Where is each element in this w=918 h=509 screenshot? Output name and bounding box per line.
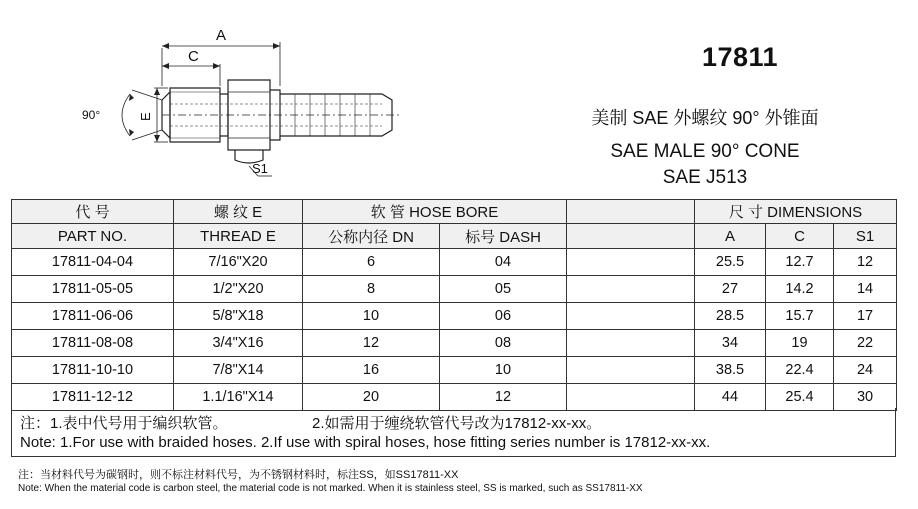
col-header-dn: 公称内径 DN [303,224,440,249]
cell-part-no: 17811-12-12 [12,384,174,411]
dim-a-label: A [216,27,227,44]
cell-part-no: 17811-06-06 [12,303,174,330]
blank-cell [567,200,695,224]
cell-c: 15.7 [766,303,834,330]
note-chinese-2: 2.如需用于缠绕软管代号改为17812-xx-xx。 [312,415,602,432]
cell-dn: 6 [303,249,440,276]
cell-a: 44 [695,384,766,411]
cell-c: 25.4 [766,384,834,411]
cell-c: 12.7 [766,249,834,276]
cell-part-no: 17811-08-08 [12,330,174,357]
cell-a: 25.5 [695,249,766,276]
note-chinese-1: 注：1.表中代号用于编织软管。 [20,415,228,432]
cell-dash: 08 [440,330,567,357]
blank-cell [567,276,695,303]
blank-cell [567,249,695,276]
blank-cell [567,330,695,357]
col-header-s1: S1 [834,224,897,249]
blank-cell [567,224,695,249]
angle-label: 90° [82,108,101,122]
cell-s1: 22 [834,330,897,357]
cell-thread: 5/8"X18 [174,303,303,330]
cell-dash: 10 [440,357,567,384]
cell-dn: 10 [303,303,440,330]
dim-c-label: C [188,48,199,65]
col-header-thread-cn: 螺 纹 E [174,200,303,224]
col-header-thread-en: THREAD E [174,224,303,249]
cell-thread: 3/4"X16 [174,330,303,357]
standard-label: SAE J513 [662,167,748,188]
table-row [12,303,897,330]
cell-c: 14.2 [766,276,834,303]
cell-dash: 06 [440,303,567,330]
cell-thread: 1.1/16"X14 [174,384,303,411]
col-header-dash: 标号 DASH [440,224,567,249]
col-header-code-en: PART NO. [12,224,174,249]
spec-table [11,199,897,411]
cell-dash: 12 [440,384,567,411]
table-row [12,249,897,276]
cell-a: 28.5 [695,303,766,330]
blank-cell [567,384,695,411]
cell-part-no: 17811-10-10 [12,357,174,384]
subtitle-english: SAE MALE 90° CONE [610,141,800,162]
cell-thread: 7/16"X20 [174,249,303,276]
note-english: Note: 1.For use with braided hoses. 2.If use with spiral hoses, hose fitting series number is 17812-xx-xx. [20,434,711,451]
blank-cell [567,357,695,384]
cell-a: 27 [695,276,766,303]
notes-box [11,408,896,457]
cell-a: 38.5 [695,357,766,384]
col-header-c: C [766,224,834,249]
dim-e-label: E [138,112,153,121]
footer-note-english: Note: When the material code is carbon steel, the material code is not marked. When it is stainless steel, SS is marked, such as SS17811-XX [18,483,643,494]
table-row [12,384,897,411]
col-header-code-cn: 代 号 [12,200,174,224]
cell-part-no: 17811-05-05 [12,276,174,303]
cell-c: 19 [766,330,834,357]
col-header-hose-bore: 软 管 HOSE BORE [303,200,567,224]
cell-thread: 7/8"X14 [174,357,303,384]
cell-part-no: 17811-04-04 [12,249,174,276]
col-header-a: A [695,224,766,249]
cell-s1: 14 [834,276,897,303]
header-row-2 [12,224,897,249]
cell-dash: 04 [440,249,567,276]
cell-c: 22.4 [766,357,834,384]
part-number-title: 17811 [701,42,779,72]
cell-s1: 12 [834,249,897,276]
cell-dn: 20 [303,384,440,411]
cell-s1: 17 [834,303,897,330]
cell-dash: 05 [440,276,567,303]
table-row [12,357,897,384]
col-header-dimensions: 尺 寸 DIMENSIONS [695,200,897,224]
table-row [12,330,897,357]
table-row [12,276,897,303]
header-row-1 [12,200,897,224]
cell-thread: 1/2"X20 [174,276,303,303]
cell-dn: 12 [303,330,440,357]
footer-note-chinese: 注：当材料代号为碳钢时，则不标注材料代号，为不锈钢材料时，标注SS，如SS17811-XX [18,469,459,481]
subtitle-chinese: 美制 SAE 外螺纹 90° 外锥面 [591,108,819,128]
dim-s1-label: S1 [252,161,268,176]
cell-dn: 16 [303,357,440,384]
fitting-drawing [70,20,430,190]
blank-cell [567,303,695,330]
cell-s1: 30 [834,384,897,411]
cell-s1: 24 [834,357,897,384]
cell-a: 34 [695,330,766,357]
cell-dn: 8 [303,276,440,303]
